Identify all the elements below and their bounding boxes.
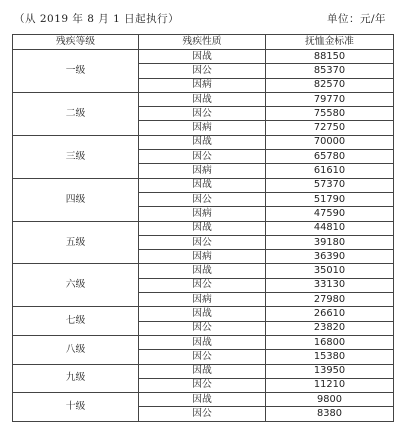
amount-cell: 47590	[266, 207, 394, 221]
nature-cell: 因病	[139, 121, 266, 135]
nature-cell: 因公	[139, 192, 266, 206]
amount-cell: 72750	[266, 121, 394, 135]
amount-cell: 11210	[266, 378, 394, 392]
table-row	[13, 178, 394, 192]
nature-cell: 因公	[139, 235, 266, 249]
amount-cell: 65780	[266, 150, 394, 164]
nature-cell: 因公	[139, 150, 266, 164]
amount-cell: 57370	[266, 178, 394, 192]
amount-cell: 33130	[266, 278, 394, 292]
amount-cell: 23820	[266, 321, 394, 335]
table-row	[13, 135, 394, 149]
amount-cell: 13950	[266, 364, 394, 378]
nature-cell: 因公	[139, 64, 266, 78]
nature-cell: 因公	[139, 107, 266, 121]
column-header-nature: 残疾性质	[139, 35, 266, 50]
nature-cell: 因战	[139, 178, 266, 192]
nature-cell: 因公	[139, 378, 266, 392]
table-row	[13, 393, 394, 407]
effective-date-note: （从 2019 年 8 月 1 日起执行）	[14, 13, 180, 25]
nature-cell: 因战	[139, 393, 266, 407]
grade-cell: 三级	[13, 135, 139, 178]
amount-cell: 15380	[266, 350, 394, 364]
amount-cell: 61610	[266, 164, 394, 178]
amount-cell: 79770	[266, 92, 394, 106]
document-header	[0, 0, 407, 34]
amount-cell: 27980	[266, 293, 394, 307]
grade-cell: 七级	[13, 307, 139, 336]
amount-cell: 82570	[266, 78, 394, 92]
nature-cell: 因病	[139, 78, 266, 92]
amount-cell: 26610	[266, 307, 394, 321]
table-row	[13, 335, 394, 349]
nature-cell: 因战	[139, 335, 266, 349]
nature-cell: 因战	[139, 307, 266, 321]
nature-cell: 因病	[139, 293, 266, 307]
amount-cell: 88150	[266, 50, 394, 64]
table-header-row	[13, 35, 394, 50]
nature-cell: 因战	[139, 264, 266, 278]
nature-cell: 因病	[139, 250, 266, 264]
nature-cell: 因战	[139, 135, 266, 149]
grade-cell: 四级	[13, 178, 139, 221]
amount-cell: 8380	[266, 407, 394, 421]
amount-cell: 39180	[266, 235, 394, 249]
nature-cell: 因公	[139, 278, 266, 292]
amount-cell: 16800	[266, 335, 394, 349]
grade-cell: 十级	[13, 393, 139, 422]
grade-cell: 六级	[13, 264, 139, 307]
nature-cell: 因战	[139, 364, 266, 378]
grade-cell: 二级	[13, 92, 139, 135]
grade-cell: 一级	[13, 50, 139, 93]
pension-standard-table	[12, 34, 394, 422]
amount-cell: 51790	[266, 192, 394, 206]
table-row	[13, 92, 394, 106]
nature-cell: 因公	[139, 407, 266, 421]
table-body	[13, 50, 394, 422]
column-header-grade: 残疾等级	[13, 35, 139, 50]
grade-cell: 五级	[13, 221, 139, 264]
nature-cell: 因战	[139, 50, 266, 64]
amount-cell: 44810	[266, 221, 394, 235]
table-row	[13, 221, 394, 235]
column-header-amount: 抚恤金标准	[266, 35, 394, 50]
amount-cell: 70000	[266, 135, 394, 149]
grade-cell: 八级	[13, 335, 139, 364]
nature-cell: 因病	[139, 207, 266, 221]
table-row	[13, 264, 394, 278]
amount-cell: 35010	[266, 264, 394, 278]
table-row	[13, 50, 394, 64]
amount-cell: 36390	[266, 250, 394, 264]
nature-cell: 因病	[139, 164, 266, 178]
table-row	[13, 364, 394, 378]
nature-cell: 因公	[139, 321, 266, 335]
table-row	[13, 307, 394, 321]
nature-cell: 因战	[139, 221, 266, 235]
nature-cell: 因战	[139, 92, 266, 106]
amount-cell: 75580	[266, 107, 394, 121]
amount-cell: 85370	[266, 64, 394, 78]
nature-cell: 因公	[139, 350, 266, 364]
amount-cell: 9800	[266, 393, 394, 407]
grade-cell: 九级	[13, 364, 139, 393]
unit-label: 单位：元/年	[326, 13, 386, 25]
